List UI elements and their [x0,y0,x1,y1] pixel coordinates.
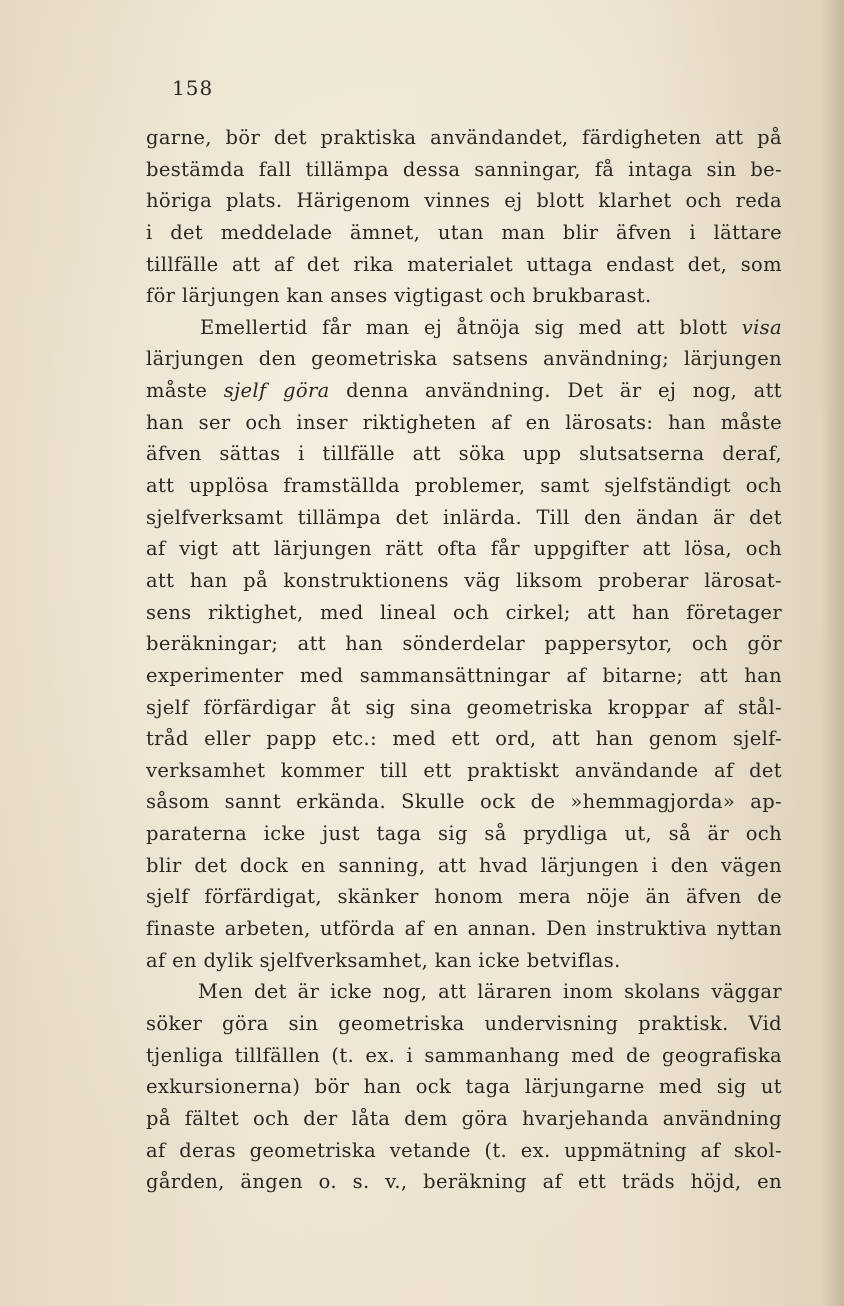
text-line: bestämda fall tillämpa dessa sanningar, få intaga sin be- [146,157,782,181]
body-text [146,122,782,1198]
text-line: garne, bör det praktiska användandet, färdigheten att på [146,126,782,149]
text-line: sjelf förfärdigar åt sig sina geometriska kroppar af stål- [146,695,782,719]
text-line: blir det dock en sanning, att hvad lärjungen i den vägen [146,853,782,877]
text-line: gården, ängen o. s. v., beräkning af ett träds höjd, en [146,1170,782,1194]
text-line: tråd eller papp etc.: med ett ord, att han genom sjelf- [146,727,782,751]
text-line: tjenliga tillfällen (t. ex. i sammanhang med de geografiska [146,1043,782,1067]
text-line: exkursionerna) bör han ock taga lärjungarne med sig ut [146,1075,782,1099]
text-segment: måste [146,379,224,403]
text-line [146,375,782,407]
text-line: af vigt att lärjungen rätt ofta får uppgifter att lösa, och [146,537,782,561]
emphasis-sjelf-gora: sjelf göra [223,379,330,403]
text-line: experimenter med sammansättningar af bitarne; att han [146,663,782,687]
text-segment: Emellertid får man ej åtnöja sig med att blott [200,315,742,339]
text-line [146,312,782,344]
text-line: finaste arbeten, utförda af en annan. Den instruktiva nyttan [146,917,782,941]
text-line: i det meddelade ämnet, utan man blir äfven i lättare [146,220,782,244]
text-line: höriga plats. Härigenom vinnes ej blott klarhet och reda [146,189,782,213]
text-line: Men det är icke nog, att läraren inom skolans väggar [198,980,782,1004]
page-edge-shadow [822,0,844,1306]
text-line: för lärjungen kan anses vigtigast och brukbarast. [146,284,652,308]
text-line: lärjungen den geometriska satsens användning; lärjungen [146,347,782,371]
text-segment: denna användning. Det är ej nog, att [329,379,782,403]
text-line: af en dylik sjelfverksamhet, kan icke betviflas. [146,948,621,972]
text-line: han ser och inser riktigheten af en lärosats: han måste [146,410,782,434]
text-line: paraterna icke just taga sig så prydliga ut, så är och [146,822,782,846]
text-line: sens riktighet, med lineal och cirkel; att han företager [146,600,782,624]
emphasis-visa: visa [741,315,782,339]
text-line: sjelfverksamt tillämpa det inlärda. Till den ändan är det [146,505,782,529]
text-line: på fältet och der låta dem göra hvarjehanda användning [146,1106,782,1130]
text-line: söker göra sin geometriska undervisning praktisk. Vid [146,1011,782,1035]
page-number: 158 [172,76,214,100]
text-line: sjelf förfärdigat, skänker honom mera nöje än äfven de [146,885,782,909]
text-line: äfven sättas i tillfälle att söka upp slutsatserna deraf, [146,442,782,466]
text-line: verksamhet kommer till ett praktiskt användande af det [146,758,782,782]
text-line: af deras geometriska vetande (t. ex. uppmätning af skol- [146,1138,782,1162]
text-line: att han på konstruktionens väg liksom proberar lärosat- [146,568,782,592]
text-line: såsom sannt erkända. Skulle ock de »hemmagjorda» ap- [146,790,782,814]
text-line: beräkningar; att han sönderdelar pappersytor, och gör [146,632,782,656]
text-line: att upplösa framställda problemer, samt sjelfständigt och [146,474,782,498]
text-line: tillfälle att af det rika materialet uttaga endast det, som [146,252,782,276]
